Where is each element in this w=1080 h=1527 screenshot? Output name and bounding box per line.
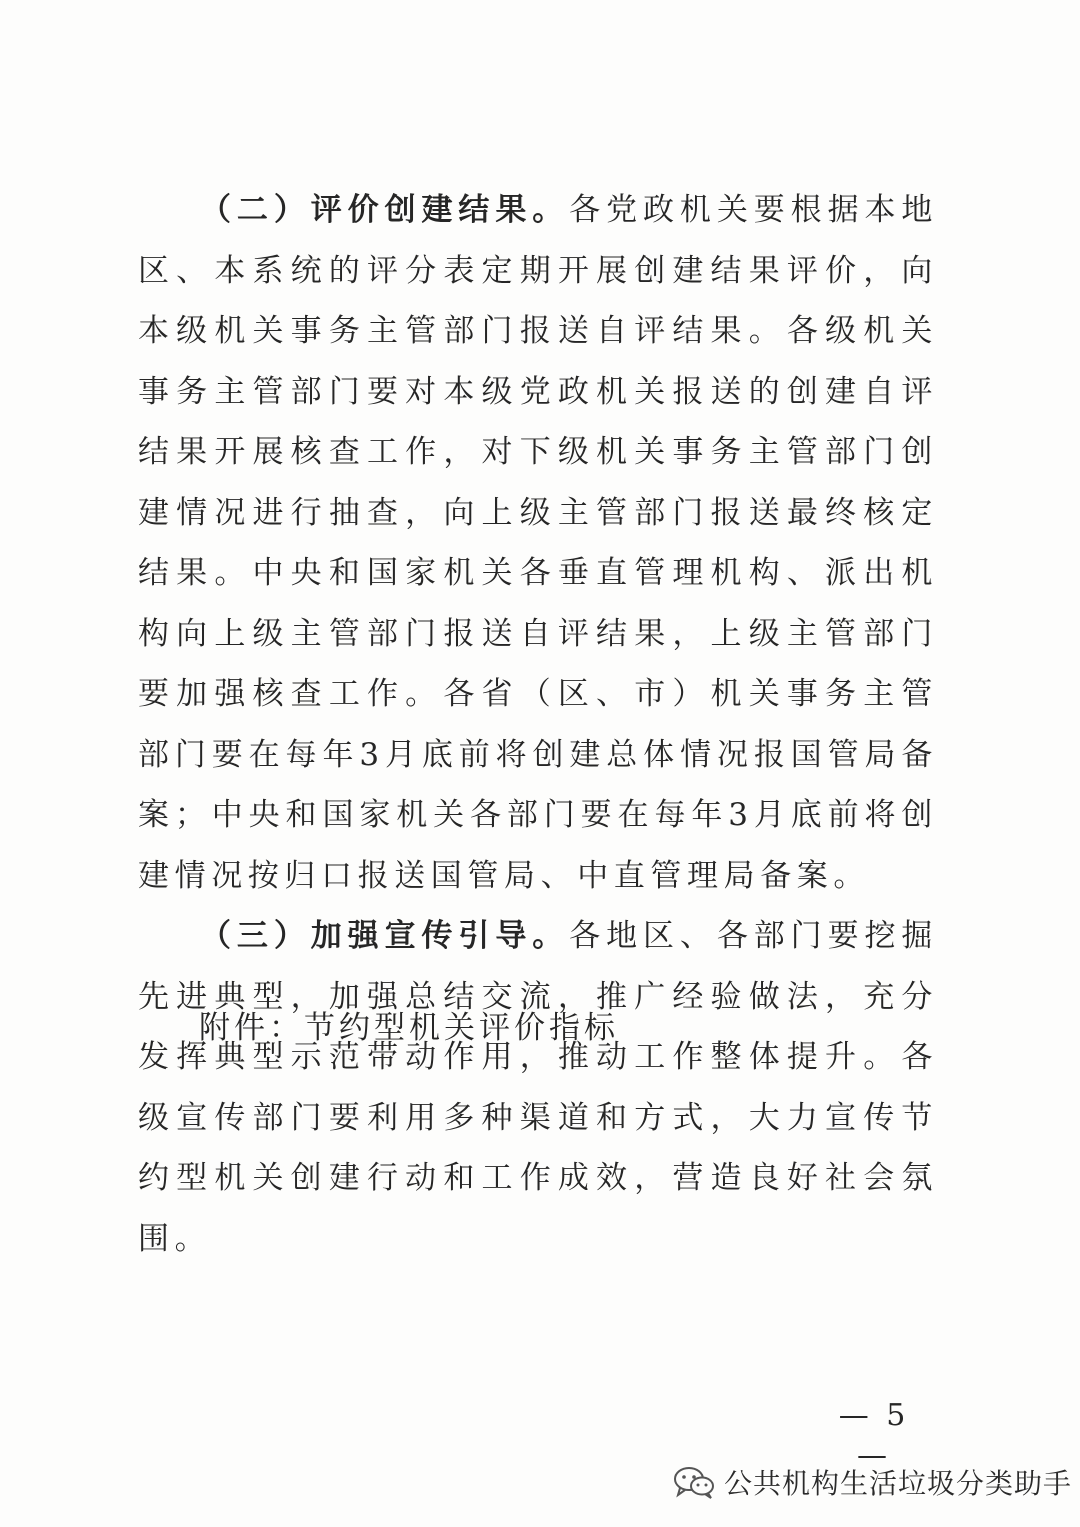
page-number: — 5 — bbox=[838, 1398, 910, 1473]
paragraph-publicity-guidance bbox=[138, 906, 938, 1269]
wechat-watermark bbox=[672, 1458, 1072, 1506]
attachment-note: 附件：节约型机关评价指标 bbox=[199, 1010, 619, 1046]
paragraph-heading: （三）加强宣传引导。 bbox=[200, 918, 570, 954]
wechat-icon bbox=[672, 1464, 716, 1500]
watermark-text: 公共机构生活垃圾分类助手 bbox=[724, 1467, 1073, 1500]
paragraph-heading: （二）评价创建结果。 bbox=[200, 192, 570, 228]
paragraph-text: 各地区、各部门要挖掘先进典型，加强总结交流，推广经验做法，充分发挥典型示范带动作用，推动工作整体提升。各级宣传部门要利用多种渠道和方式，大力宣传节约型机关创建行动和工作成效，营造良好社会氛围。 bbox=[138, 918, 939, 1257]
document-body bbox=[138, 180, 938, 1269]
paragraph-text: 各党政机关要根据本地区、本系统的评分表定期开展创建结果评价，向本级机关事务主管部门报送自评结果。各级机关事务主管部门要对本级党政机关报送的创建自评结果开展核查工作，对下级机关事务主管部门创建情况进行抽查，向上级主管部门报送最终核定结果。中央和国家机关各垂直管理机构、派出机构向上级主管部门报送自评结果，上级主管部门要加强核查工作。各省（区、市）机关事务主管部门要在每年3月底前将创建总体情况报国管局备案；中央和国家机关各部门要在每年3月底前将创建情况按归口报送国管局、中直管理局备案。 bbox=[138, 192, 939, 894]
paragraph-evaluate-results bbox=[138, 180, 938, 906]
